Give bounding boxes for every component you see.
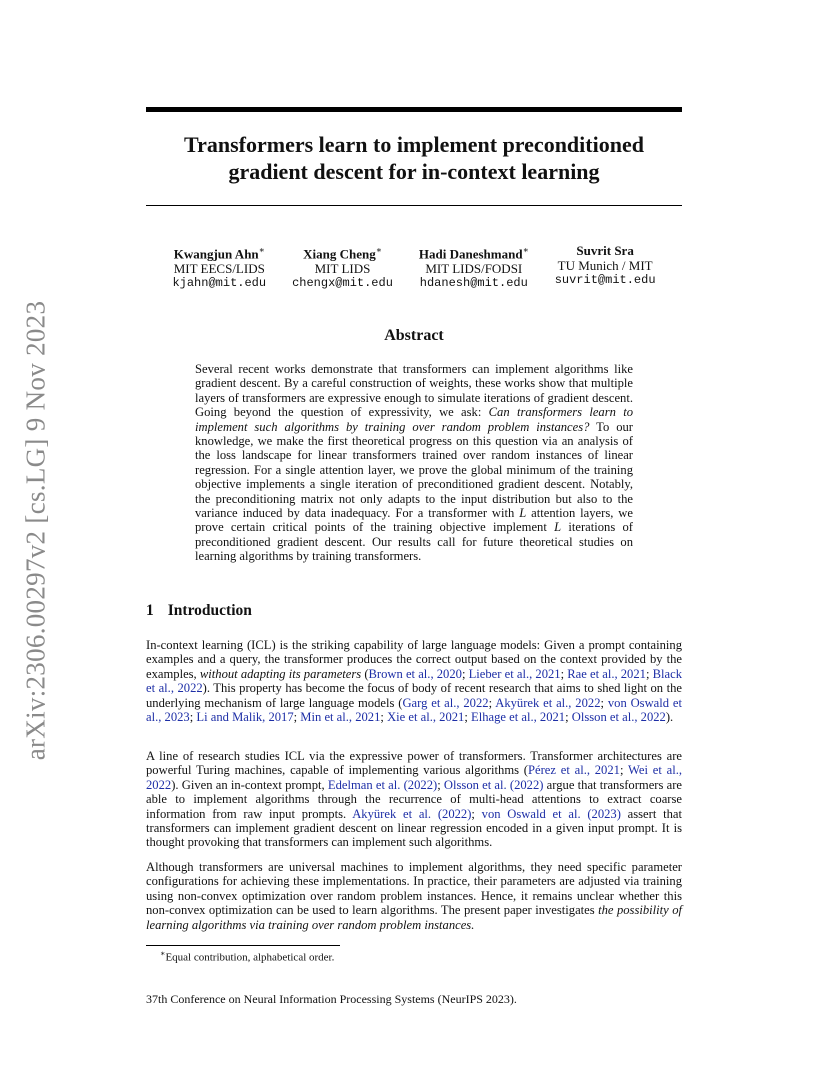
section-title: Introduction — [167, 602, 252, 619]
conference-note: 37th Conference on Neural Information Processing Systems (NeurIPS 2023). — [146, 992, 517, 1006]
citation-link[interactable]: Elhage et al., 2021 — [471, 710, 566, 725]
author-affiliation: TU Munich / MIT — [557, 258, 653, 273]
author-email: chengx@mit.edu — [292, 276, 393, 291]
citation-link[interactable]: Edelman et al. (2022) — [327, 777, 438, 792]
citation-link[interactable]: Wei et al., 2022 — [146, 763, 682, 792]
citation-link[interactable]: Olsson et al., 2022 — [571, 710, 666, 725]
section-number: 1 — [146, 602, 154, 619]
citation-link[interactable]: Black et al., 2022 — [146, 666, 682, 696]
arxiv-stamp — [19, 290, 53, 770]
author-email: kjahn@mit.edu — [172, 276, 267, 291]
author-mark: ∗ — [522, 245, 529, 255]
author-affiliation: MIT LIDS — [314, 261, 371, 277]
title-rule-bottom — [146, 205, 682, 206]
author-name: Kwangjun Ahn∗ — [173, 245, 265, 262]
citation-link[interactable]: von Oswald et al., 2023 — [146, 695, 682, 725]
citation-link[interactable]: Xie et al., 2021 — [387, 710, 465, 725]
author-block — [146, 243, 682, 291]
author-4 — [555, 243, 656, 291]
citation-link[interactable]: Brown et al., 2020 — [368, 666, 462, 681]
author-2 — [292, 243, 393, 291]
author-affiliation: MIT LIDS/FODSI — [425, 261, 523, 277]
arxiv-stamp-text: arXiv:2306.00297v2 [cs.LG] 9 Nov 2023 — [20, 300, 51, 760]
footnote-rule — [146, 945, 340, 946]
author-3 — [419, 243, 529, 291]
author-mark: ∗ — [258, 245, 265, 255]
author-name: Xiang Cheng∗ — [303, 245, 382, 262]
citation-link[interactable]: Li and Malik, 2017 — [196, 710, 294, 725]
abstract-heading: Abstract — [384, 327, 444, 344]
author-email: suvrit@mit.edu — [554, 273, 656, 287]
intro-paragraph-2: A line of research studies ICL via the expressive power of transformers. Transformer architectures are powerful Turing machines, capable of implementing various algorithms (Pérez et al., 2021; Wei et al., 2022). Given an in-context prompt, Edelman et al. (2022); Olsson et al. (2022) argue that transformers are able to implement algorithms through the recurrence of multi-head attentions to extract coarse information from raw input prompts. Akyürek et al. (2022); von Oswald et al. (2023) assert that transformers can implement gradient descent on linear regression encoded in a given input prompt. It is thought provoking that transformers can implement such algorithms. — [146, 749, 682, 850]
footnote: ∗Equal contribution, alphabetical order. — [160, 949, 335, 964]
citation-link[interactable]: Rae et al., 2021 — [567, 666, 646, 681]
citation-link[interactable]: von Oswald et al. (2023) — [481, 806, 621, 821]
author-1 — [172, 243, 266, 291]
author-affiliation: MIT EECS/LIDS — [173, 261, 265, 277]
citation-link[interactable]: Lieber et al., 2021 — [468, 666, 561, 681]
title-rule-top — [146, 107, 682, 112]
author-email: hdanesh@mit.edu — [419, 276, 528, 291]
citation-link[interactable]: Pérez et al., 2021 — [528, 763, 620, 778]
author-name: Hadi Daneshmand∗ — [418, 245, 529, 262]
intro-paragraph-3: Although transformers are universal machines to implement algorithms, they need specific parameter configurations for achieving these implementations. In practice, their parameters are adjusted via training using non-convex optimization over random problem instances. Hence, it remains unclear whether this non-convex optimization can be used to learn algorithms. The present paper investigates the possibility of learning algorithms via training over random problem instances. — [146, 860, 682, 932]
footnote-mark: ∗ — [160, 949, 166, 958]
abstract-body: Several recent works demonstrate that transformers can implement algorithms like gradient descent. By a careful construction of weights, these works show that multiple layers of transformers are expressive enough to simulate iterations of gradient descent. Going beyond the question of expressivity, we ask: Can transformers learn to implement such algorithms by training over random problem instances? To our knowledge, we make the first theoretical progress on this question via an analysis of the loss landscape for linear transformers trained over random instances of linear regression. For a single attention layer, we prove the global minimum of the training objective implements a single iteration of preconditioned gradient descent. Notably, the preconditioning matrix not only adapts to the input distribution but also to the variance induced by data inadequacy. For a transformer with L attention layers, we prove certain critical points of the training objective implement L iterations of preconditioned gradient descent. Our results call for future theoretical studies on learning algorithms by training transformers. — [195, 362, 633, 564]
section-heading-introduction — [146, 602, 252, 620]
author-name: Suvrit Sra — [576, 243, 634, 258]
citation-link[interactable]: Akyürek et al. (2022) — [352, 806, 472, 821]
author-mark: ∗ — [375, 245, 382, 255]
citation-link[interactable]: Min et al., 2021 — [300, 710, 381, 725]
citation-link[interactable]: Olsson et al. (2022) — [443, 777, 544, 792]
citation-link[interactable]: Garg et al., 2022 — [402, 695, 489, 710]
paper-title: Transformers learn to implement preconditioned gradient descent for in-context learning — [184, 132, 644, 184]
citation-link[interactable]: Akyürek et al., 2022 — [495, 695, 601, 710]
intro-paragraph-1: In-context learning (ICL) is the striking capability of large language models: Given a prompt containing examples and a query, the transformer produces the correct output based on the context provided by the examples, without adapting its parameters (Brown et al., 2020; Lieber et al., 2021; Rae et al., 2021; Black et al., 2022). This property has become the focus of body of recent research that aims to shed light on the underlying mechanism of large language models (Garg et al., 2022; Akyürek et al., 2022; von Oswald et al., 2023; Li and Malik, 2017; Min et al., 2021; Xie et al., 2021; Elhage et al., 2021; Olsson et al., 2022). — [146, 638, 682, 725]
